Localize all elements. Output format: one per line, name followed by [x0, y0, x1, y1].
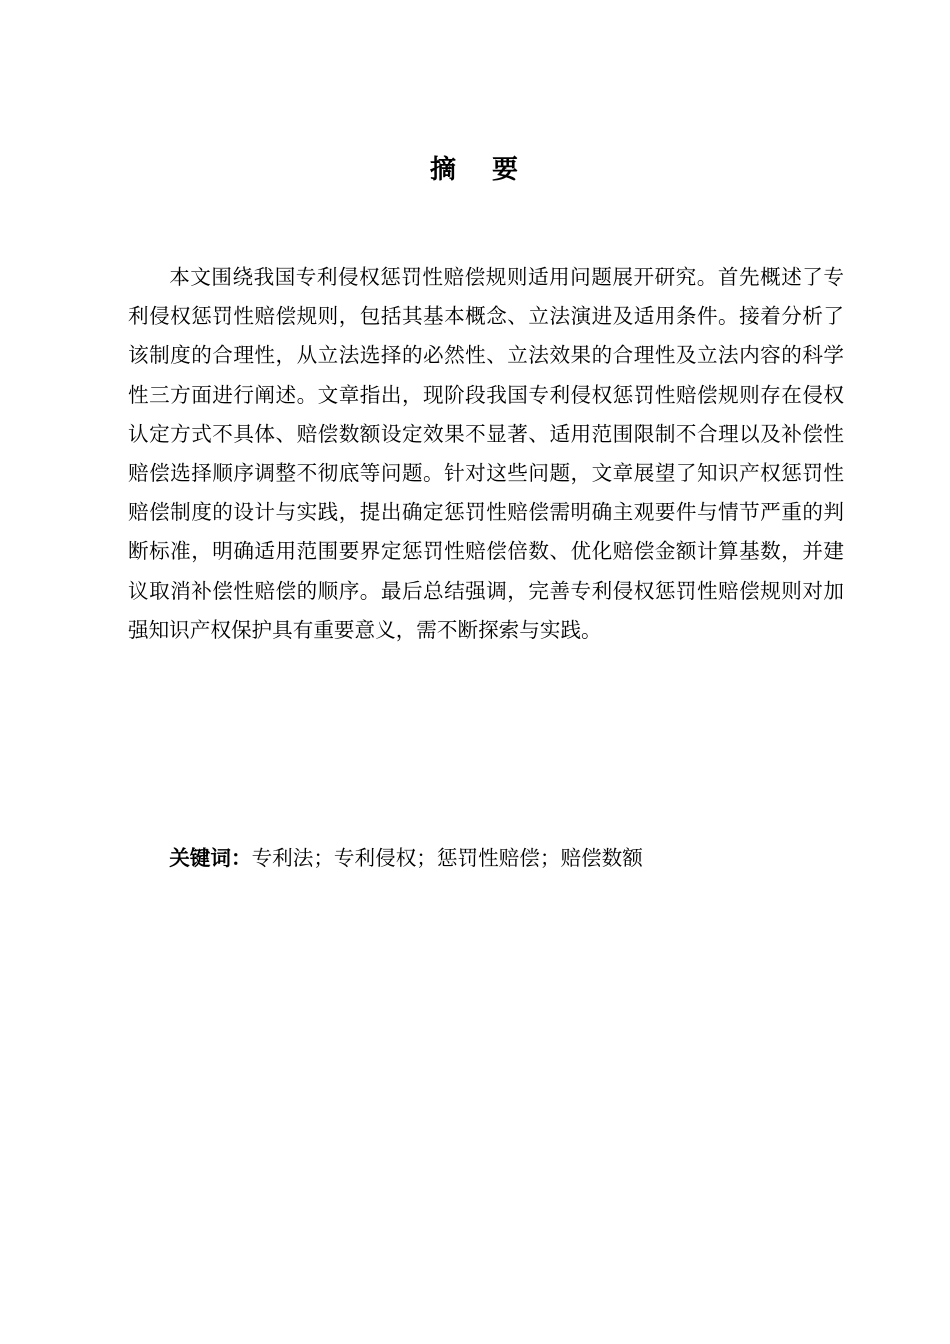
- page-title: [0, 150, 950, 190]
- keywords-line: [128, 838, 844, 878]
- title-char-2: 要: [492, 155, 521, 185]
- abstract-paragraph: 本文围绕我国专利侵权惩罚性赔偿规则适用问题展开研究。首先概述了专利侵权惩罚性赔偿规则，包括其基本概念、立法演进及适用条件。接着分析了该制度的合理性，从立法选择的必然性、立法效果的合理性及立法内容的科学性三方面进行阐述。文章指出，现阶段我国专利侵权惩罚性赔偿规则存在侵权认定方式不具体、赔偿数额设定效果不显著、适用范围限制不合理以及补偿性赔偿选择顺序调整不彻底等问题。针对这些问题，文章展望了知识产权惩罚性赔偿制度的设计与实践，提出确定惩罚性赔偿需明确主观要件与情节严重的判断标准，明确适用范围要界定惩罚性赔偿倍数、优化赔偿金额计算基数，并建议取消补偿性赔偿的顺序。最后总结强调，完善专利侵权惩罚性赔偿规则对加强知识产权保护具有重要意义，需不断探索与实践。: [128, 265, 844, 642]
- title-char-1: 摘: [429, 155, 458, 185]
- keywords-text: 专利法；专利侵权；惩罚性赔偿；赔偿数额: [251, 846, 643, 870]
- keywords-label: 关键词：: [169, 846, 252, 870]
